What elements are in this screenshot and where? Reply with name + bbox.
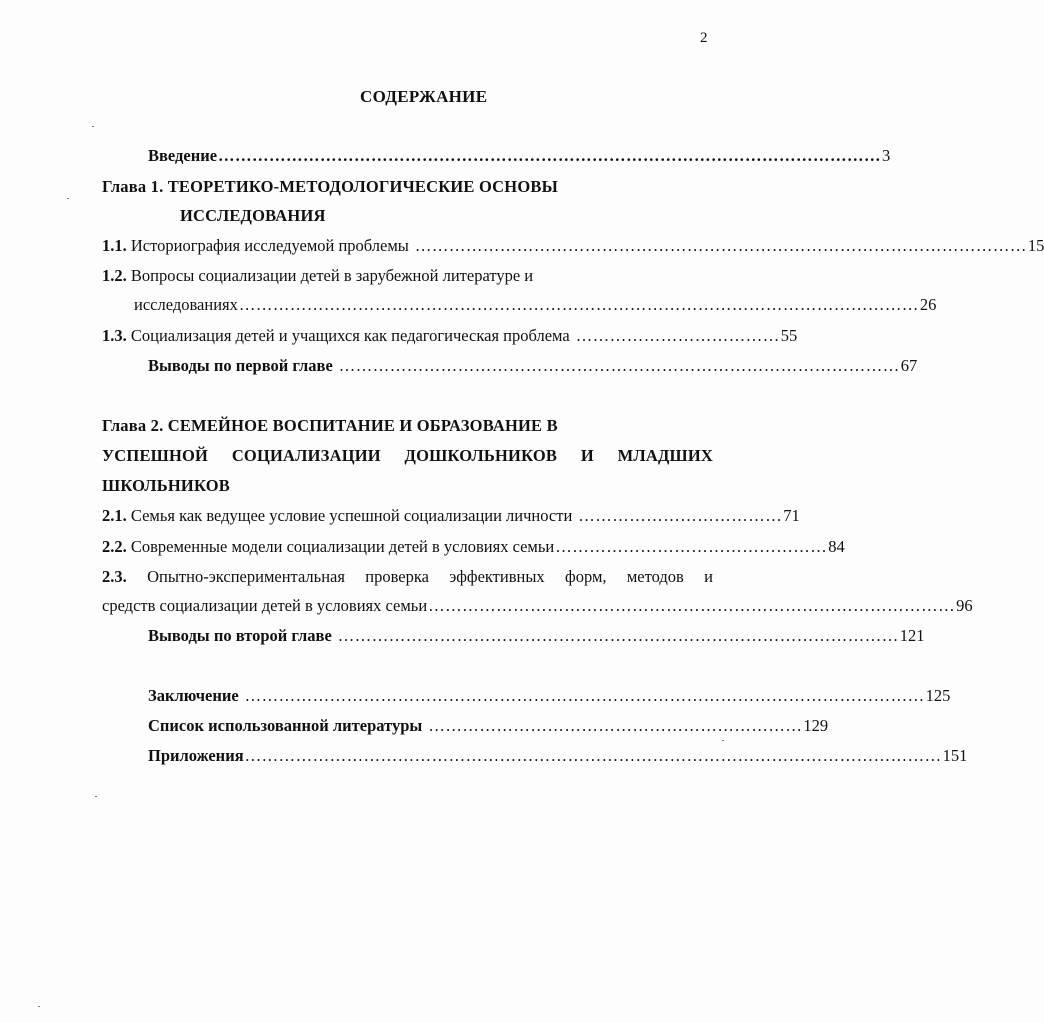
toc-label: Современные модели социализации детей в условиях семьи: [130, 537, 555, 556]
toc-label: Введение: [148, 146, 218, 165]
toc-label: Выводы по второй главе: [148, 626, 332, 645]
toc-entry-1-3[interactable]: [102, 326, 798, 346]
dot-leader: …………………………………………………………………………………………………………: [238, 295, 919, 314]
dot-leader: ………………………………: [575, 326, 780, 345]
chapter2-heading-line3: ШКОЛЬНИКОВ: [102, 476, 230, 495]
toc-label: Социализация детей и учащихся как педагогическая проблема: [130, 326, 570, 345]
toc-entry-conclusions-1[interactable]: [148, 356, 918, 376]
toc-entry-2-3-line1[interactable]: [102, 567, 713, 587]
section-number: 1.3.: [102, 326, 127, 345]
toc-entry-conclusions-2[interactable]: [148, 626, 925, 646]
toc-label: Приложения: [148, 746, 244, 765]
toc-label: Выводы по первой главе: [148, 356, 333, 375]
scan-speck: [67, 198, 69, 199]
dot-leader: …………………………………………………………………………………: [428, 596, 956, 615]
page-number: 2: [700, 30, 708, 46]
toc-entry-1-1[interactable]: [102, 236, 1044, 256]
dot-leader: …………………………………………………………: [428, 716, 803, 735]
toc-entry-2-3-line2[interactable]: [102, 596, 973, 616]
toc-page: 151: [942, 746, 968, 765]
scan-speck: [722, 740, 724, 741]
toc-page: 71: [783, 506, 800, 525]
toc-page: 125: [925, 686, 951, 705]
toc-label: средств социализации детей в условиях семьи: [102, 596, 428, 615]
dot-leader: ………………………………: [578, 506, 783, 525]
toc-entry-appendices[interactable]: [148, 746, 968, 766]
toc-page: 15: [1027, 236, 1044, 255]
toc-entry-references[interactable]: [148, 716, 829, 736]
toc-page: 84: [828, 537, 845, 556]
toc-page: 96: [956, 596, 973, 615]
section-number: 1.1.: [102, 236, 127, 255]
toc-label: Список использованной литературы: [148, 716, 423, 735]
section-number: 1.2.: [102, 266, 127, 285]
toc-label: Семья как ведущее условие успешной социализации личности: [130, 506, 573, 525]
dot-leader: ………………………………………………………………………………………: [337, 626, 899, 645]
chapter2-heading-line2: УСПЕШНОЙ СОЦИАЛИЗАЦИИ ДОШКОЛЬНИКОВ И МЛАДШИХ: [102, 446, 713, 465]
toc-page: 121: [899, 626, 925, 645]
section-number: 2.3.: [102, 567, 127, 586]
toc-entry-intro[interactable]: [148, 146, 891, 166]
toc-page: 55: [780, 326, 798, 345]
toc-label: исследованиях: [134, 295, 238, 314]
dot-leader: ……………………………………………………………………………………………………………: [244, 746, 942, 765]
toc-page: 26: [919, 295, 937, 314]
scan-speck: [92, 126, 94, 127]
toc-label: Вопросы социализации детей в зарубежной литературе и: [130, 266, 534, 285]
dot-leader: ………………………………………………………………………………………: [338, 356, 900, 375]
toc-label: Опытно-экспериментальная проверка эффективных форм, методов и: [147, 567, 713, 586]
dot-leader: …………………………………………: [555, 537, 828, 556]
toc-page: 129: [803, 716, 829, 735]
chapter2-heading-line1: Глава 2. СЕМЕЙНОЕ ВОСПИТАНИЕ И ОБРАЗОВАНИЕ В: [102, 416, 558, 435]
scan-speck: [95, 796, 97, 797]
section-number: 2.1.: [102, 506, 127, 525]
dot-leader: …………………………………………………………………………………………………………: [244, 686, 925, 705]
toc-page: 67: [900, 356, 918, 375]
chapter1-heading-line1: Глава 1. ТЕОРЕТИКО-МЕТОДОЛОГИЧЕСКИЕ ОСНОВЫ: [102, 177, 558, 196]
toc-entry-2-2[interactable]: [102, 537, 845, 557]
dot-leader: ………………………………………………………………………………………………: [414, 236, 1027, 255]
toc-entry-1-2-line1[interactable]: [102, 266, 533, 286]
page-title: СОДЕРЖАНИЕ: [360, 87, 488, 106]
chapter1-heading-line2: ИССЛЕДОВАНИЯ: [180, 206, 326, 225]
toc-entry-conclusion[interactable]: [148, 686, 951, 706]
toc-page: 3: [882, 146, 891, 165]
section-number: 2.2.: [102, 537, 127, 556]
toc-label: Историография исследуемой проблемы: [130, 236, 409, 255]
dot-leader: ………………………………………………………………………………………………………: [218, 146, 882, 165]
scan-speck: [38, 1006, 40, 1007]
toc-label: Заключение: [148, 686, 239, 705]
toc-entry-1-2-line2[interactable]: [134, 295, 937, 315]
toc-entry-2-1[interactable]: [102, 506, 800, 526]
